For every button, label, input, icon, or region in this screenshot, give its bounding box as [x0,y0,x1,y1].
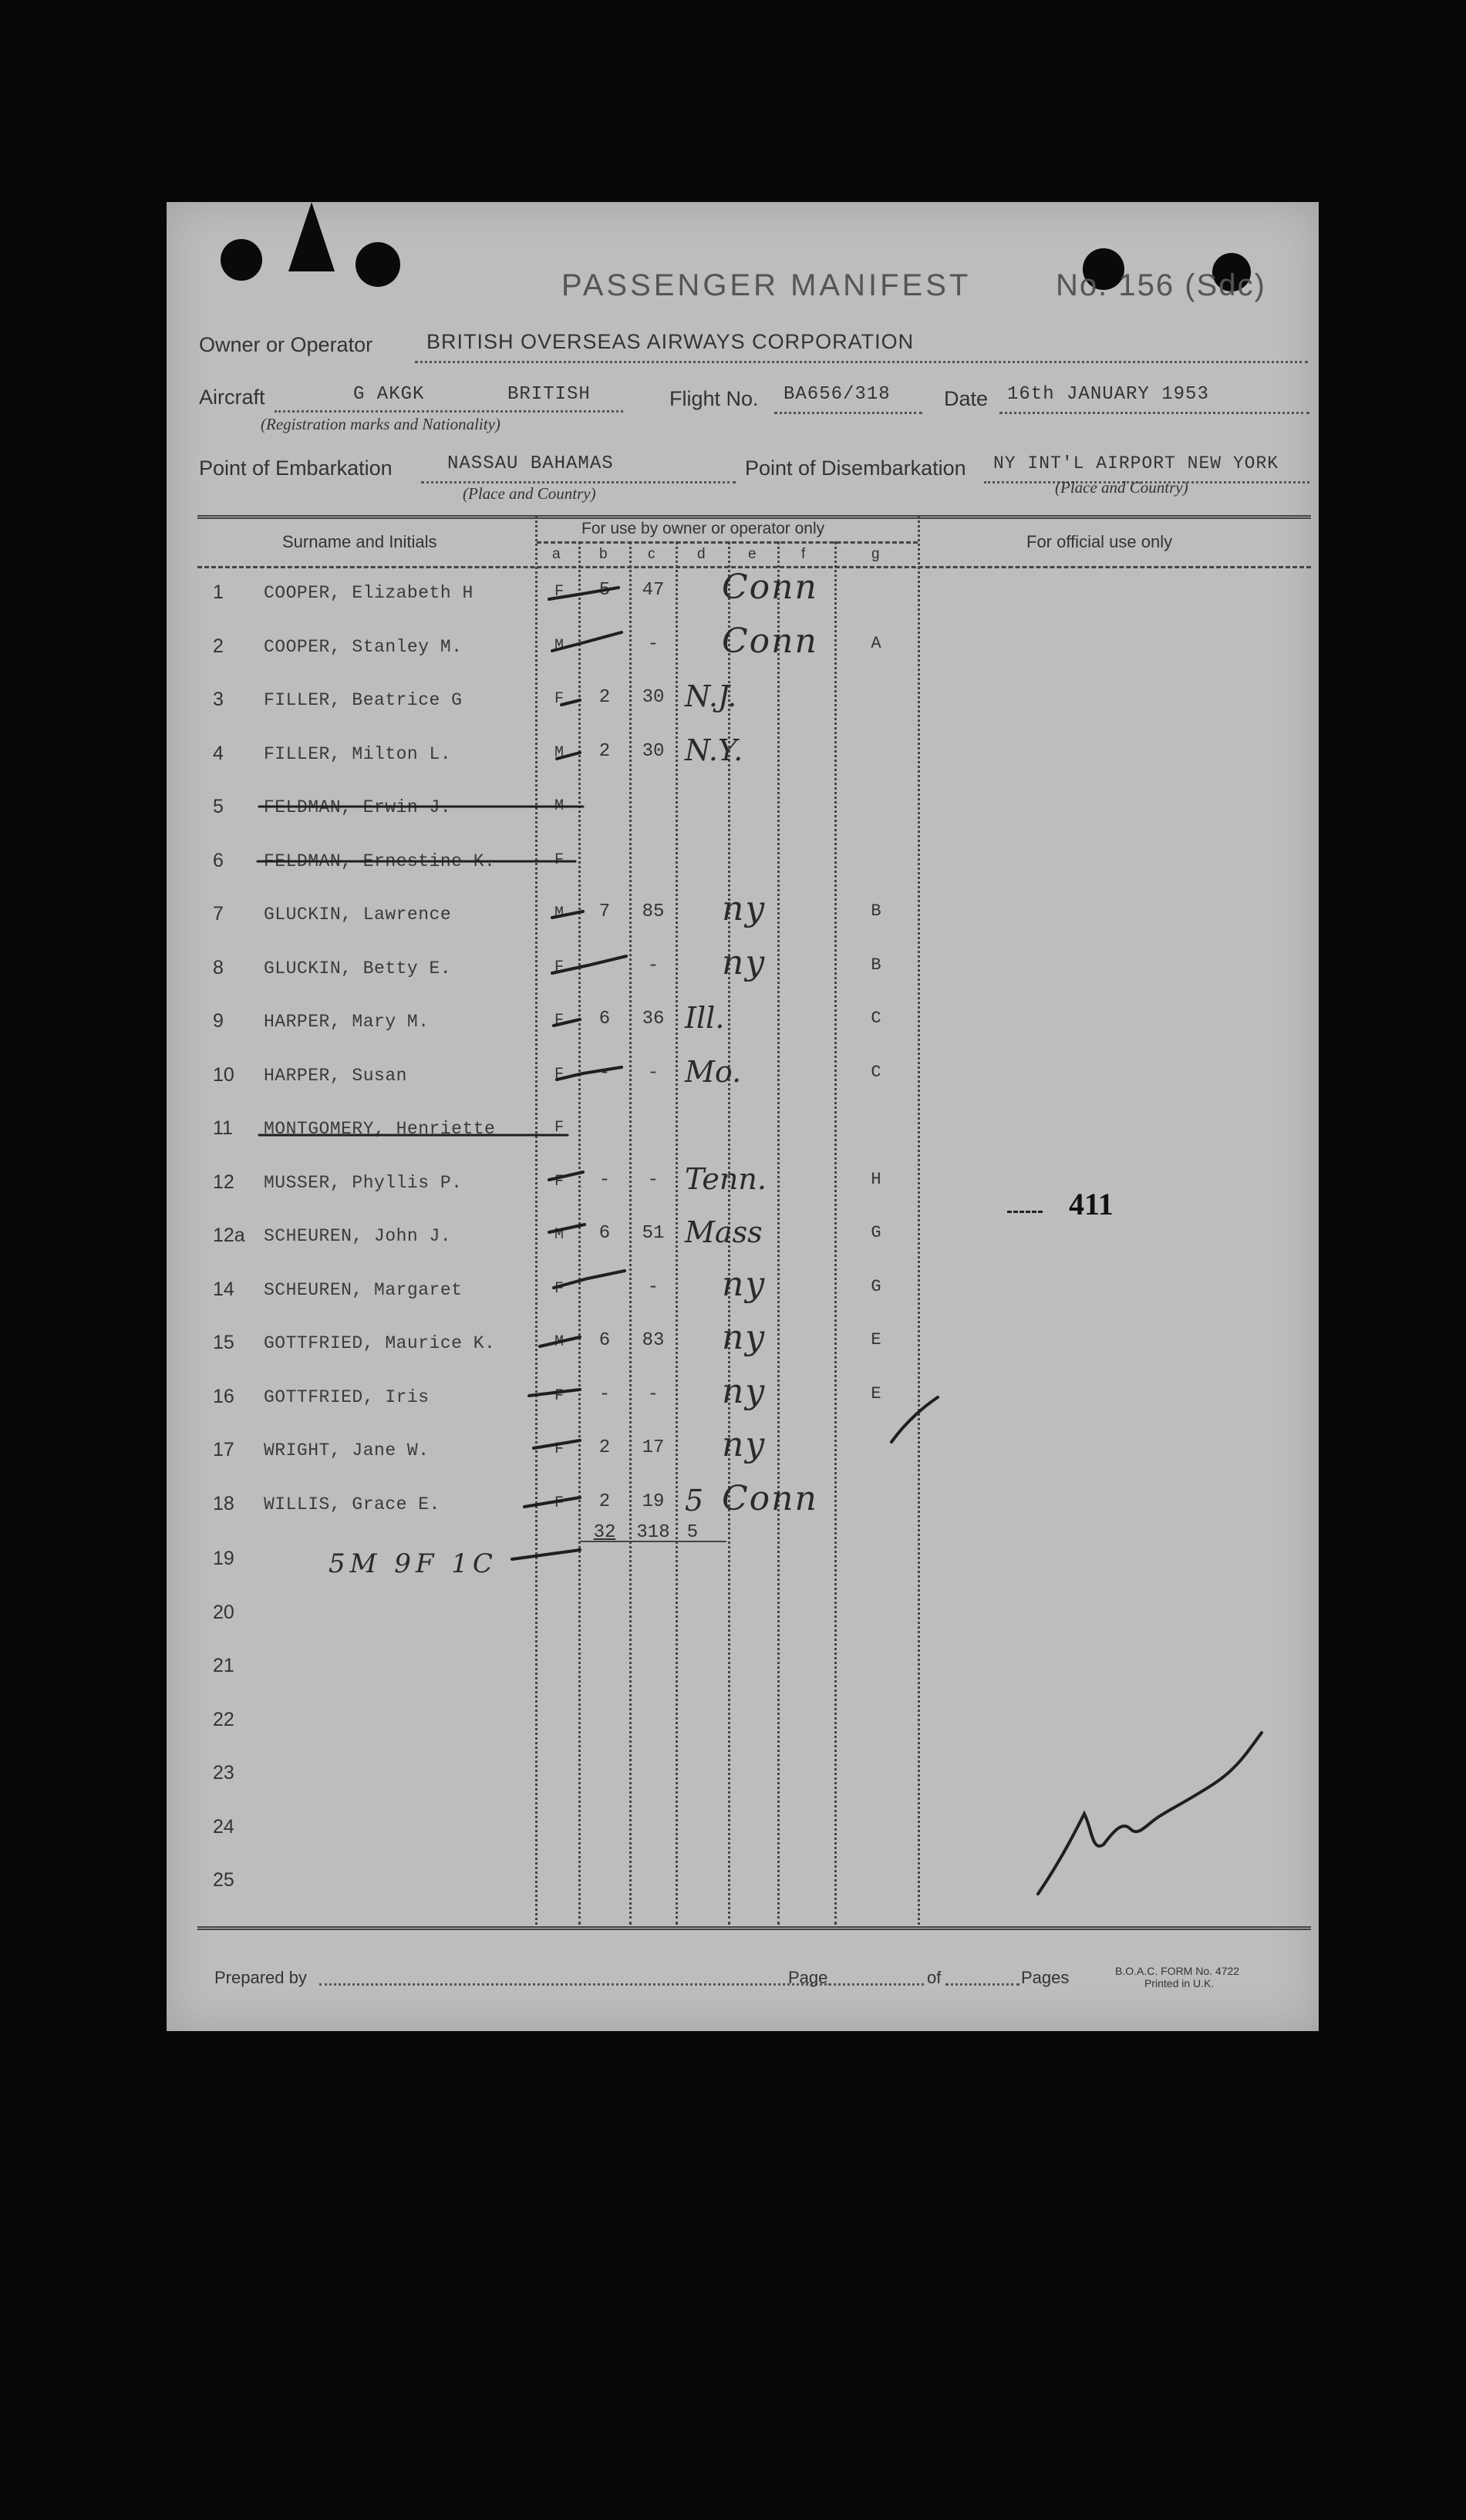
form-number: No. 156 (Sdc) [1056,268,1266,302]
col-b-cell: 2 [598,740,611,762]
col-b-cell: 2 [598,1437,611,1458]
col-c-cell: 30 [642,687,665,708]
check-mark [529,1390,580,1396]
embarkation-caption: (Place and Country) [463,484,596,503]
check-mark [554,1271,625,1288]
sex-cell: M [554,797,564,815]
sex-cell: F [554,958,564,976]
sex-cell: F [554,690,564,708]
row-number: 11 [213,1117,233,1139]
disembarkation-label: Point of Disembarkation [745,456,966,480]
col-b-cell: 6 [598,1223,611,1244]
state-note: Mass [685,1215,763,1249]
check-mark [512,1550,580,1559]
embarkation-value: NASSAU BAHAMAS [447,453,614,474]
col-g-cell: G [871,1276,881,1296]
col-g-cell: G [871,1223,881,1242]
row-number: 2 [213,635,224,657]
sex-cell: M [554,1226,564,1244]
col-b-cell: 5 [598,580,611,601]
check-mark [549,588,618,599]
row-number: 24 [213,1815,234,1838]
residence-note: ny [722,1371,767,1411]
embarkation-label: Point of Embarkation [199,456,393,480]
residence-note: ny [722,1264,767,1304]
column-letter-e: e [748,546,757,562]
flight-label: Flight No. [669,387,759,410]
residence-note: Conn [722,568,818,607]
aircraft-caption: (Registration marks and Nationality) [261,415,500,433]
sex-cell: M [554,636,564,655]
row-number: 9 [213,1010,224,1032]
check-mark [540,1337,580,1346]
aircraft-registration: G AKGK [353,384,425,405]
scrawl [891,1397,938,1442]
passenger-name: FILLER, Beatrice G [264,690,463,710]
total-b: 32 [593,1522,616,1543]
check-mark [524,1498,580,1507]
row-number: 17 [213,1439,234,1460]
check-mark [554,1019,580,1026]
name-column-header: Surname and Initials [282,532,437,551]
row-number: 22 [213,1708,234,1730]
column-letter-a: a [552,546,561,562]
passenger-name: SCHEUREN, Margaret [264,1279,463,1300]
check-mark [549,1225,585,1232]
owner-label: Owner or Operator [199,333,373,356]
state-note: 5 [685,1483,704,1518]
passenger-name: GLUCKIN, Lawrence [264,905,452,925]
col-c-cell: - [647,1276,659,1298]
check-mark [561,700,580,705]
row-number: 19 [213,1548,234,1569]
passenger-name: FILLER, Milton L. [264,743,452,764]
row-number: 8 [213,956,224,979]
passenger-name: SCHEUREN, John J. [264,1226,452,1246]
state-note: N.Y. [685,733,743,767]
col-b-cell: 2 [598,687,611,708]
row-number: 3 [213,689,224,710]
handwriting-overlay [167,202,1319,2031]
row-number: 7 [213,903,224,925]
sex-cell: F [554,1279,564,1298]
sex-cell: F [554,1119,564,1137]
signature [1038,1733,1262,1894]
check-mark [552,632,622,651]
col-g-cell: B [871,901,881,921]
column-letter-d: d [697,546,706,562]
col-b-cell: - [598,1383,611,1405]
row-number: 25 [213,1869,234,1891]
row-number: 1 [213,581,224,603]
sex-cell: F [554,1440,564,1458]
row-number: 12 [213,1171,234,1193]
col-g-cell: B [871,955,881,975]
row-number: 12a [213,1225,245,1246]
sex-cell: F [554,1386,564,1405]
check-mark [557,753,580,759]
row-number: 16 [213,1385,234,1407]
passenger-name: COOPER, Stanley M. [264,636,463,657]
passenger-name: COOPER, Elizabeth H [264,583,474,603]
row-number: 20 [213,1601,234,1623]
form-code: B.O.A.C. FORM No. 4722 [1115,1965,1240,1977]
col-g-cell: H [871,1169,881,1189]
sex-cell: F [554,1012,564,1029]
passenger-name: HARPER, Susan [264,1065,407,1086]
row-number: 18 [213,1492,234,1514]
disembarkation-value: NY INT'L AIRPORT NEW YORK [993,453,1279,473]
col-c-cell: 30 [642,740,665,762]
passenger-name: HARPER, Mary M. [264,1012,430,1032]
sex-cell: M [554,743,564,762]
total-c: 318 [636,1522,670,1543]
column-letter-b: b [599,546,608,562]
sex-cell: F [554,583,564,601]
col-g-cell: E [871,1383,881,1403]
col-b-cell: - [598,1062,611,1083]
page-label: Page [788,1968,828,1987]
column-letter-f: f [801,546,806,562]
col-c-cell: - [647,1062,659,1083]
sex-cell: M [554,1333,564,1351]
state-note: N.J. [685,679,737,713]
col-c-cell: 51 [642,1223,665,1244]
row19-summary-note: 5M 9F 1C [329,1548,497,1579]
row-number: 4 [213,742,224,764]
residence-note: Conn [722,621,818,661]
printed-in: Printed in U.K. [1144,1977,1215,1989]
check-mark [557,1067,622,1080]
pages-label: Pages [1021,1968,1070,1987]
sex-cell: F [554,851,564,869]
row-number: 5 [213,796,224,817]
passenger-name: MONTGOMERY, Henriette [264,1119,496,1139]
passenger-name: GLUCKIN, Betty E. [264,958,452,979]
residence-note: ny [722,889,767,928]
col-g-cell: A [871,633,881,653]
check-mark [549,1172,583,1180]
passenger-name: WRIGHT, Jane W. [264,1440,430,1460]
residence-note: Conn [722,1478,818,1518]
disembarkation-caption: (Place and Country) [1055,478,1188,497]
row-number: 23 [213,1762,234,1784]
check-mark [552,956,626,973]
state-note: Tenn. [685,1161,767,1196]
col-c-cell: 83 [642,1330,665,1351]
date-value: 16th JANUARY 1953 [1007,384,1209,405]
flight-number: BA656/318 [784,384,891,405]
passenger-name: MUSSER, Phyllis P. [264,1172,463,1193]
operator-column-header: For use by owner or operator only [581,520,825,537]
official-number: 411 [1069,1187,1114,1221]
sex-cell: F [554,1494,564,1512]
residence-note: ny [722,1318,767,1357]
passenger-name: GOTTFRIED, Iris [264,1386,430,1407]
col-c-cell: - [647,1169,659,1191]
col-c-cell: 17 [642,1437,665,1458]
sex-cell: F [554,1065,564,1083]
col-c-cell: 47 [642,580,665,601]
passenger-name: GOTTFRIED, Maurice K. [264,1333,496,1353]
check-mark [552,911,583,918]
row-number: 21 [213,1655,234,1676]
passenger-name: FELDMAN, Erwin J. [264,797,452,817]
aircraft-nationality: BRITISH [507,384,591,405]
col-b-cell: 2 [598,1491,611,1512]
aircraft-label: Aircraft [199,386,265,409]
row-number: 15 [213,1332,234,1353]
sex-cell: M [554,905,564,922]
residence-note: ny [722,942,767,982]
col-b-cell: 6 [598,1330,611,1351]
state-note: Mo. [685,1054,742,1089]
col-c-cell: - [647,1383,659,1405]
col-b-cell: - [598,1169,611,1191]
passenger-name: WILLIS, Grace E. [264,1494,440,1514]
col-c-cell: - [647,955,659,976]
date-label: Date [944,387,989,410]
form-title: PASSENGER MANIFEST [561,268,972,302]
official-column-header: For official use only [1026,532,1173,551]
col-g-cell: C [871,1062,881,1082]
manifest-sheet [167,202,1319,2031]
sex-cell: F [554,1172,564,1191]
row-number: 6 [213,849,224,871]
col-c-cell: 36 [642,1009,665,1029]
check-mark [534,1440,580,1448]
row-number: 10 [213,1063,234,1086]
col-c-cell: - [647,633,659,655]
col-b-cell: 6 [598,1009,611,1029]
col-c-cell: 19 [642,1491,665,1512]
residence-note: ny [722,1425,767,1464]
col-g-cell: C [871,1009,881,1028]
col-b-cell: 7 [598,901,611,922]
col-g-cell: E [871,1330,881,1349]
col-c-cell: 85 [642,901,665,922]
column-letter-c: c [648,546,655,562]
state-note: Ill. [685,1001,725,1035]
column-letter-g: g [871,546,880,562]
passenger-name: FELDMAN, Ernestine K. [264,851,496,871]
total-d: 5 [686,1522,699,1543]
prepared-by-label: Prepared by [214,1968,307,1987]
owner-value: BRITISH OVERSEAS AIRWAYS CORPORATION [426,330,915,353]
row-number: 14 [213,1278,234,1300]
of-label: of [927,1968,942,1987]
